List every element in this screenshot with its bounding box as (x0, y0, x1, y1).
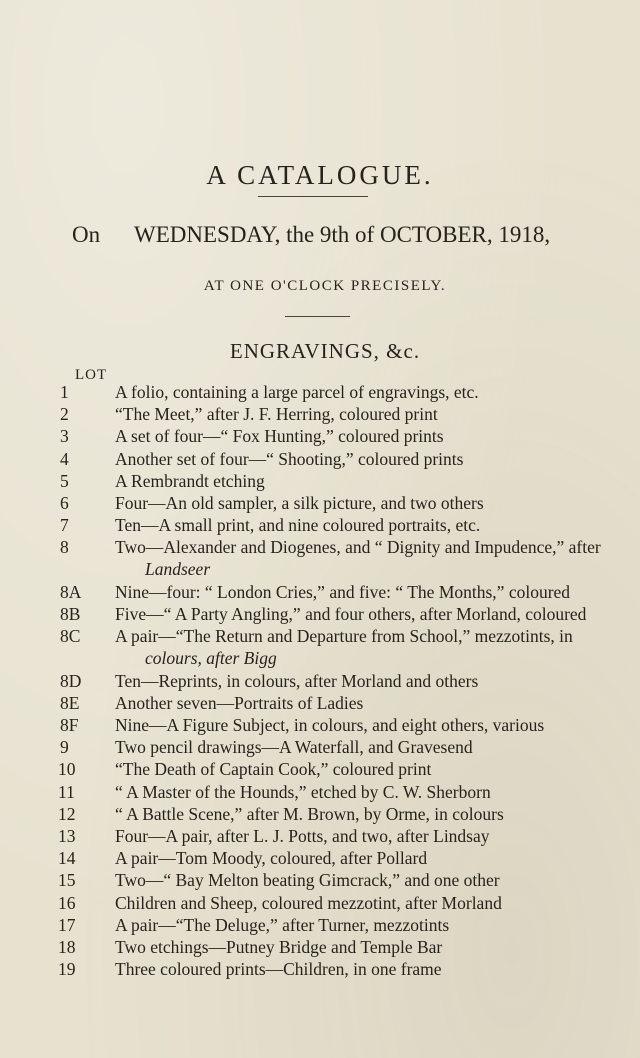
lot-column-label: LOT (75, 367, 108, 383)
lot-number: 13 (58, 826, 76, 846)
lot-number: 17 (58, 914, 76, 935)
lot-number: 2 (60, 404, 69, 425)
section-heading: ENGRAVINGS, &c. (229, 339, 421, 363)
lot-description-text: Two—“ Bay Melton beating Gimcrack,” and one other (115, 870, 500, 891)
lot-description-text: Two pencil drawings—A Waterfall, and Gravesend (115, 737, 473, 758)
lot-row (0, 625, 640, 669)
lot-number: 4 (60, 448, 69, 469)
catalogue-title: A CATALOGUE. (206, 160, 434, 190)
lot-description-text: Another seven—Portraits of Ladies (115, 692, 364, 713)
lot-description-text: Two—Alexander and Diogenes, and “ Dignity and Impudence,” after (115, 537, 601, 558)
lot-description (115, 403, 625, 425)
lot-description (115, 758, 625, 780)
lot-description-text: Another set of four—“ Shooting,” coloured prints (115, 448, 464, 469)
lot-description (115, 425, 625, 447)
lot-description-text: Nine—four: “ London Cries,” and five: “ The Months,” coloured (115, 581, 571, 602)
lot-number: 8B (60, 604, 81, 624)
lot-description (115, 936, 625, 958)
lot-row (0, 536, 640, 580)
lot-number: 9 (60, 737, 69, 758)
sale-date-prefix: On (72, 222, 101, 247)
lot-number: 8E (60, 692, 80, 713)
lot-description (115, 958, 625, 980)
lot-description (115, 448, 625, 470)
lot-number: 1 (60, 382, 69, 402)
lot-description-text: A Rembrandt etching (115, 470, 265, 491)
lot-number: 14 (58, 848, 76, 869)
lot-description-text: Three coloured prints—Children, in one frame (115, 959, 442, 980)
lot-description (115, 603, 625, 625)
lot-number: 5 (60, 470, 69, 491)
lot-description (115, 514, 625, 536)
lot-number: 10 (58, 759, 76, 780)
lot-description (115, 847, 625, 869)
lot-number: 19 (58, 959, 76, 980)
lot-number: 8F (60, 715, 79, 735)
lot-description (115, 914, 625, 936)
lot-description-text: Children and Sheep, coloured mezzotint, after Morland (115, 892, 502, 913)
lot-description-text: Ten—A small print, and nine coloured portraits, etc. (115, 515, 481, 536)
lot-description-text: “The Death of Captain Cook,” coloured print (115, 759, 432, 780)
lot-description-text: A set of four—“ Fox Hunting,” coloured prints (115, 426, 444, 447)
lot-description-text: “ A Battle Scene,” after M. Brown, by Orme, in colours (115, 803, 504, 824)
lot-description-text: “ A Master of the Hounds,” etched by C. W. Sherborn (115, 781, 491, 802)
lot-number: 8D (60, 670, 82, 691)
lot-number: 12 (58, 803, 76, 824)
lot-description (115, 381, 625, 403)
lot-description-text: Four—A pair, after L. J. Potts, and two, after Lindsay (115, 826, 490, 846)
sale-date: WEDNESDAY, the 9th of OCTOBER, 1918, (134, 222, 551, 247)
lot-description (115, 492, 625, 514)
lot-number: 8 (60, 537, 69, 558)
lot-description-text: Five—“ A Party Angling,” and four others, after Morland, coloured (115, 604, 587, 624)
lot-description-text: A pair—“The Return and Departure from School,” mezzotints, in (115, 626, 573, 647)
lot-number: 8A (60, 581, 82, 602)
lot-number: 16 (58, 892, 76, 913)
lot-number: 11 (58, 781, 75, 802)
lot-description-text: Two etchings—Putney Bridge and Temple Bar (115, 937, 443, 957)
lot-description (115, 670, 625, 692)
lot-number: 6 (60, 493, 69, 513)
lot-number: 15 (58, 870, 76, 891)
lot-description (115, 781, 625, 803)
lot-description-text: “The Meet,” after J. F. Herring, coloured print (115, 404, 438, 425)
lot-number: 7 (60, 515, 69, 536)
lot-description-continuation: colours, after Bigg (145, 648, 277, 669)
title-divider (258, 196, 368, 197)
lot-description-text: Nine—A Figure Subject, in colours, and eight others, various (115, 715, 545, 735)
lot-description-text: A folio, containing a large parcel of engravings, etc. (115, 382, 479, 402)
lot-description (115, 736, 625, 758)
time-divider (285, 316, 350, 317)
lot-number: 3 (60, 426, 69, 447)
lot-description (115, 892, 625, 914)
lot-description (115, 581, 625, 603)
lot-description (115, 692, 625, 714)
lot-description (115, 825, 625, 847)
lot-description (115, 470, 625, 492)
lot-description (115, 869, 625, 891)
lot-number: 8C (60, 626, 81, 647)
lot-description-text: A pair—“The Deluge,” after Turner, mezzotints (115, 914, 450, 935)
lot-description-text: A pair—Tom Moody, coloured, after Pollard (115, 848, 428, 869)
lot-description (115, 536, 625, 580)
lot-description-continuation: Landseer (145, 559, 211, 580)
lot-description (115, 803, 625, 825)
lot-description (115, 625, 625, 669)
lot-number: 18 (58, 937, 76, 957)
sale-time: AT ONE O'CLOCK PRECISELY. (203, 278, 447, 294)
lot-description-text: Four—An old sampler, a silk picture, and two others (115, 493, 484, 513)
lot-description-text: Ten—Reprints, in colours, after Morland and others (115, 670, 479, 691)
lot-description (115, 714, 625, 736)
